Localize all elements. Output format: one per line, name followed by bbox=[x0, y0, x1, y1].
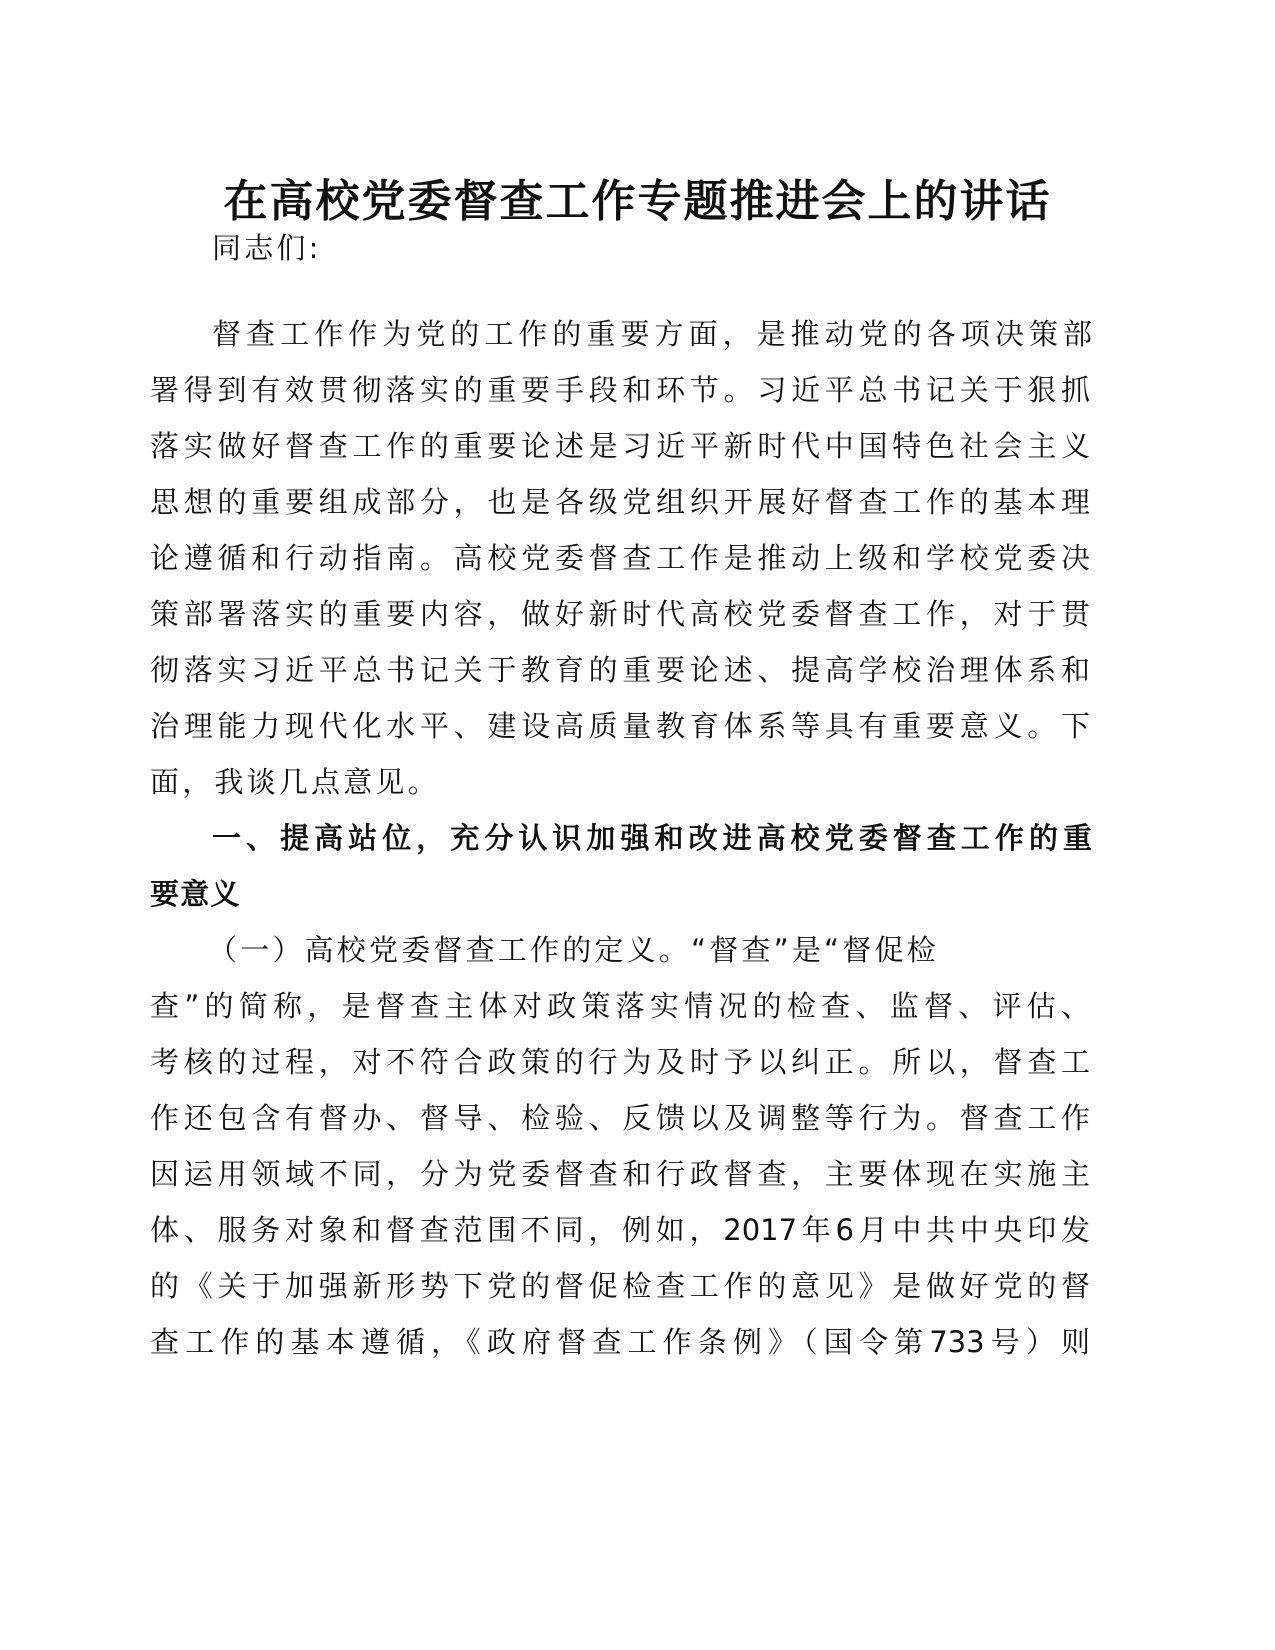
intro-line-6: 策部署落实的重要内容，做好新时代高校党委督查工作，对于贯 bbox=[150, 597, 1090, 631]
intro-line-2: 署得到有效贯彻落实的重要手段和环节。习近平总书记关于狠抓 bbox=[150, 373, 1090, 407]
salutation: 同志们: bbox=[212, 231, 322, 265]
section-heading-line-2: 要意义 bbox=[150, 877, 241, 911]
subsection-line-6: 体、服务对象和督查范围不同，例如，2017年6月中共中央印发 bbox=[150, 1213, 1090, 1247]
subsection-line-2: 查”的简称，是督查主体对政策落实情况的检查、监督、评估、 bbox=[150, 989, 1090, 1023]
document-title: 在高校党委督查工作专题推进会上的讲话 bbox=[223, 176, 1052, 227]
intro-line-4: 思想的重要组成部分，也是各级党组织开展好督查工作的基本理 bbox=[150, 485, 1090, 519]
subsection-line-4: 作还包含有督办、督导、检验、反馈以及调整等行为。督查工作 bbox=[150, 1101, 1090, 1135]
subsection-line-1: （一）高校党委督查工作的定义。“督查”是“督促检 bbox=[208, 933, 939, 967]
intro-line-5: 论遵循和行动指南。高校党委督查工作是推动上级和学校党委决 bbox=[150, 541, 1090, 575]
subsection-line-3: 考核的过程，对不符合政策的行为及时予以纠正。所以，督查工 bbox=[150, 1045, 1090, 1079]
subsection-line-7: 的《关于加强新形势下党的督促检查工作的意见》是做好党的督 bbox=[150, 1269, 1090, 1303]
subsection-line-8: 查工作的基本遵循，《政府督查工作条例》（国令第733号）则 bbox=[150, 1325, 1090, 1359]
intro-line-3: 落实做好督查工作的重要论述是习近平新时代中国特色社会主义 bbox=[150, 429, 1090, 463]
subsection-line-5: 因运用领域不同，分为党委督查和行政督查，主要体现在实施主 bbox=[150, 1157, 1090, 1191]
intro-line-7: 彻落实习近平总书记关于教育的重要论述、提高学校治理体系和 bbox=[150, 653, 1090, 687]
intro-line-1: 督查工作作为党的工作的重要方面，是推动党的各项决策部 bbox=[212, 317, 1092, 351]
section-heading-line-1: 一、提高站位，充分认识加强和改进高校党委督查工作的重 bbox=[212, 821, 1092, 855]
intro-line-8: 治理能力现代化水平、建设高质量教育体系等具有重要意义。下 bbox=[150, 709, 1090, 743]
intro-line-9: 面，我谈几点意见。 bbox=[150, 765, 440, 799]
